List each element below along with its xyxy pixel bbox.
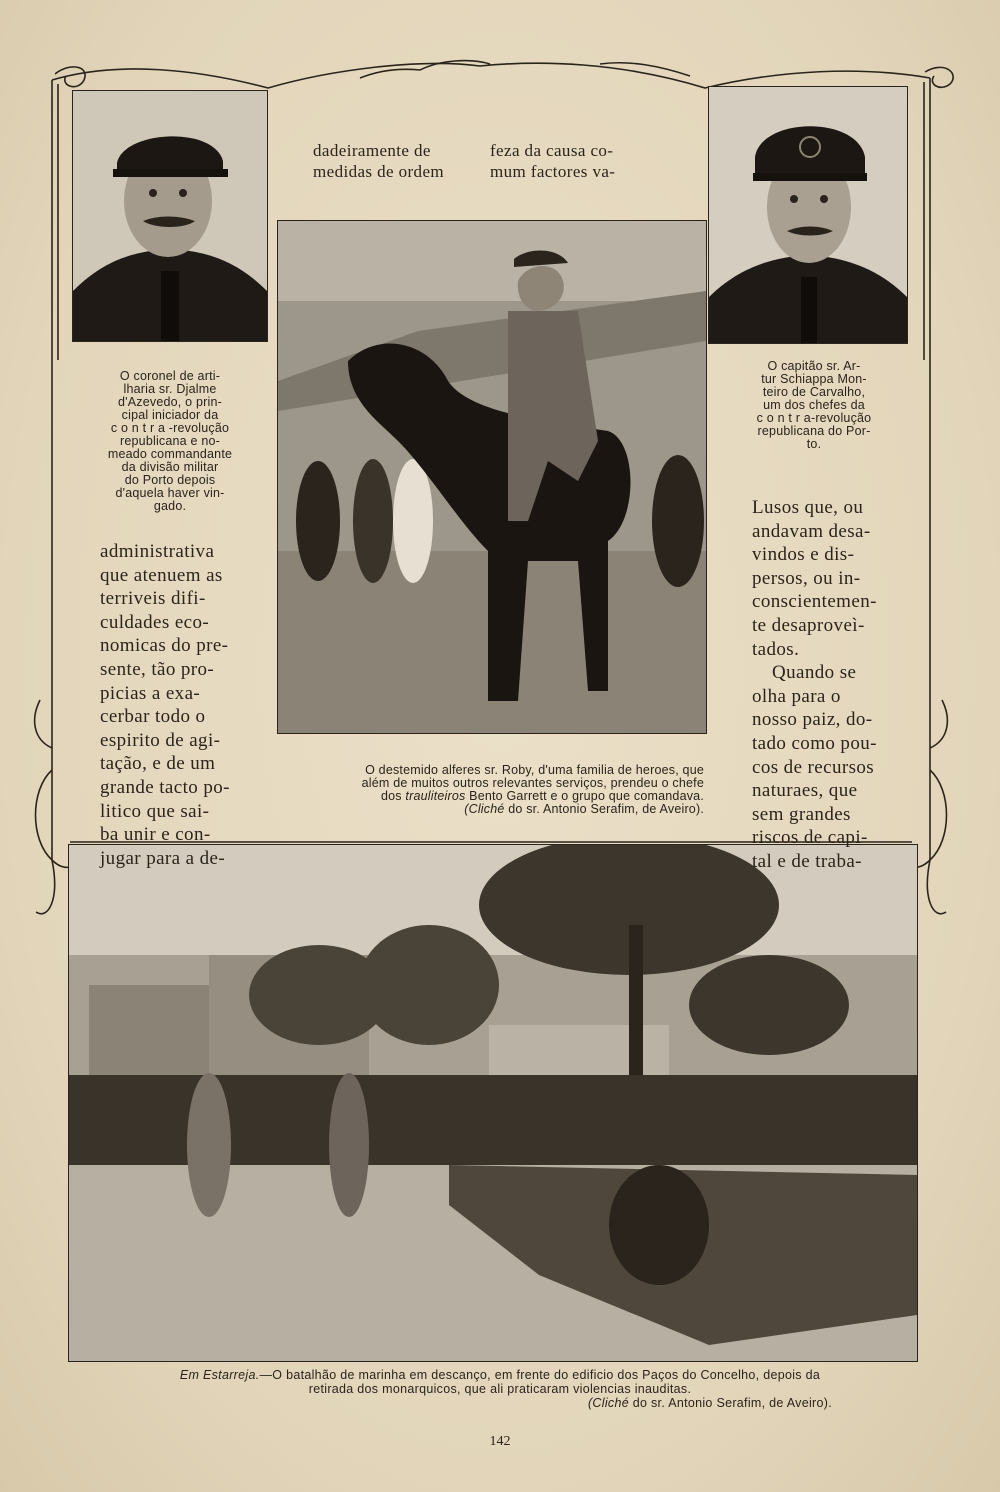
text-line: olha para o <box>752 685 841 707</box>
text-line: tal e de traba- <box>752 850 862 872</box>
caption-bottom-photo <box>110 1368 890 1410</box>
center-top-right-text <box>490 140 670 182</box>
caption-fragment: (Cliché <box>587 1396 629 1410</box>
text-line: jugar para a de- <box>100 847 226 869</box>
caption-fragment: (Cliché <box>464 802 505 816</box>
text-line: sem grandes <box>752 803 851 825</box>
text-line: cerbar todo o <box>100 706 206 728</box>
text-line: riscos de capi- <box>752 827 868 849</box>
text-line: ba unir e con- <box>100 824 211 846</box>
left-body-column <box>100 540 270 870</box>
text-line: litico que sai- <box>100 800 210 822</box>
text-line: picias a exa- <box>100 682 201 704</box>
caption-line: c o n t r a-revolução <box>756 411 872 425</box>
portrait-djalme-azevedo <box>72 90 268 342</box>
caption-line: republicana do Por- <box>757 424 871 438</box>
text-line: mum factores va- <box>490 162 616 181</box>
caption-line: gado. <box>153 499 187 513</box>
text-line: feza da causa co- <box>490 141 614 160</box>
caption-line: lharia sr. Djalme <box>123 382 217 396</box>
text-line: Lusos que, ou <box>752 497 864 518</box>
page-number: 142 <box>489 1434 511 1449</box>
center-top-left-text <box>313 140 473 182</box>
caption-center-photo <box>284 764 704 816</box>
text-line: grande tacto po- <box>100 776 230 798</box>
caption-line: meado commandante <box>107 447 233 461</box>
text-line: nomicas do pre- <box>100 635 229 657</box>
caption-line: da divisão militar <box>121 460 219 474</box>
caption-line: O capitão sr. Ar- <box>767 359 861 373</box>
photo-alferes-roby-on-horse <box>277 220 707 734</box>
caption-line: republicana e no- <box>120 434 220 448</box>
text-line: te desaproveì- <box>752 614 865 636</box>
caption-line: O destemido alferes sr. Roby, d'uma familia de heroes, que <box>365 763 704 777</box>
text-line: cos de recursos <box>752 756 875 778</box>
caption-line: teiro de Carvalho, <box>762 385 866 399</box>
caption-line: retirada dos monarquicos, que ali praticaram violencias inauditas. <box>308 1382 692 1396</box>
caption-line: além de muitos outros relevantes serviços, prendeu o chefe <box>361 776 704 790</box>
caption-credit <box>110 1396 890 1410</box>
caption-line: c o n t r a -revolução <box>110 421 230 435</box>
caption-line: d'aquela haver vin- <box>115 486 225 500</box>
caption-fragment: Em Estarreja. <box>179 1368 260 1382</box>
text-line: Quando se <box>772 662 857 684</box>
text-line: dadeiramente de <box>313 141 431 160</box>
text-line: conscientemen- <box>752 591 877 613</box>
caption-credit <box>284 803 704 816</box>
text-line: administrativa <box>100 541 215 562</box>
caption-line: cipal iniciador da <box>121 408 219 422</box>
text-line: andavam desa- <box>752 520 871 542</box>
caption-line: um dos chefes da <box>763 398 865 412</box>
text-line: que atenuem as <box>100 564 223 586</box>
caption-line: to. <box>806 437 822 451</box>
text-line: culdades eco- <box>100 611 210 633</box>
portrait-artur-schiappa <box>708 86 908 344</box>
text-line: terriveis difi- <box>100 588 206 610</box>
caption-line: O coronel de arti- <box>119 369 221 383</box>
caption-fragment: dos <box>380 789 402 803</box>
text-line: medidas de ordem <box>313 162 445 181</box>
photo-estarreja-battalion <box>68 844 918 1362</box>
text-line: tado como pou- <box>752 732 877 754</box>
text-line: tação, e de um <box>100 753 216 775</box>
caption-line: d'Azevedo, o prin- <box>118 395 222 409</box>
caption-fragment: —O batalhão de marinha em descanço, em frente do edificio dos Paços do Concelho, depois da <box>259 1368 821 1382</box>
caption-line <box>110 1368 890 1382</box>
text-line: vindos e dis- <box>752 544 855 566</box>
caption-fragment: do sr. Antonio Serafim, de Aveiro). <box>632 1396 832 1410</box>
text-line: nosso paiz, do- <box>752 709 873 731</box>
caption-line: tur Schiappa Mon- <box>761 372 867 386</box>
text-line: espirito de agi- <box>100 729 221 751</box>
caption-right-portrait <box>746 360 882 451</box>
caption-fragment: trauliteiros <box>405 789 466 803</box>
caption-fragment: Bento Garrett e o grupo que comandava. <box>469 789 704 803</box>
text-line: sente, tão pro- <box>100 658 215 680</box>
text-line: persos, ou in- <box>752 567 861 589</box>
text-line: tados. <box>752 638 800 660</box>
right-body-column <box>752 496 882 874</box>
caption-left-portrait <box>80 370 260 513</box>
caption-line: do Porto depois <box>124 473 216 487</box>
caption-fragment: do sr. Antonio Serafim, de Aveiro). <box>508 802 704 816</box>
text-line: naturaes, que <box>752 780 858 802</box>
